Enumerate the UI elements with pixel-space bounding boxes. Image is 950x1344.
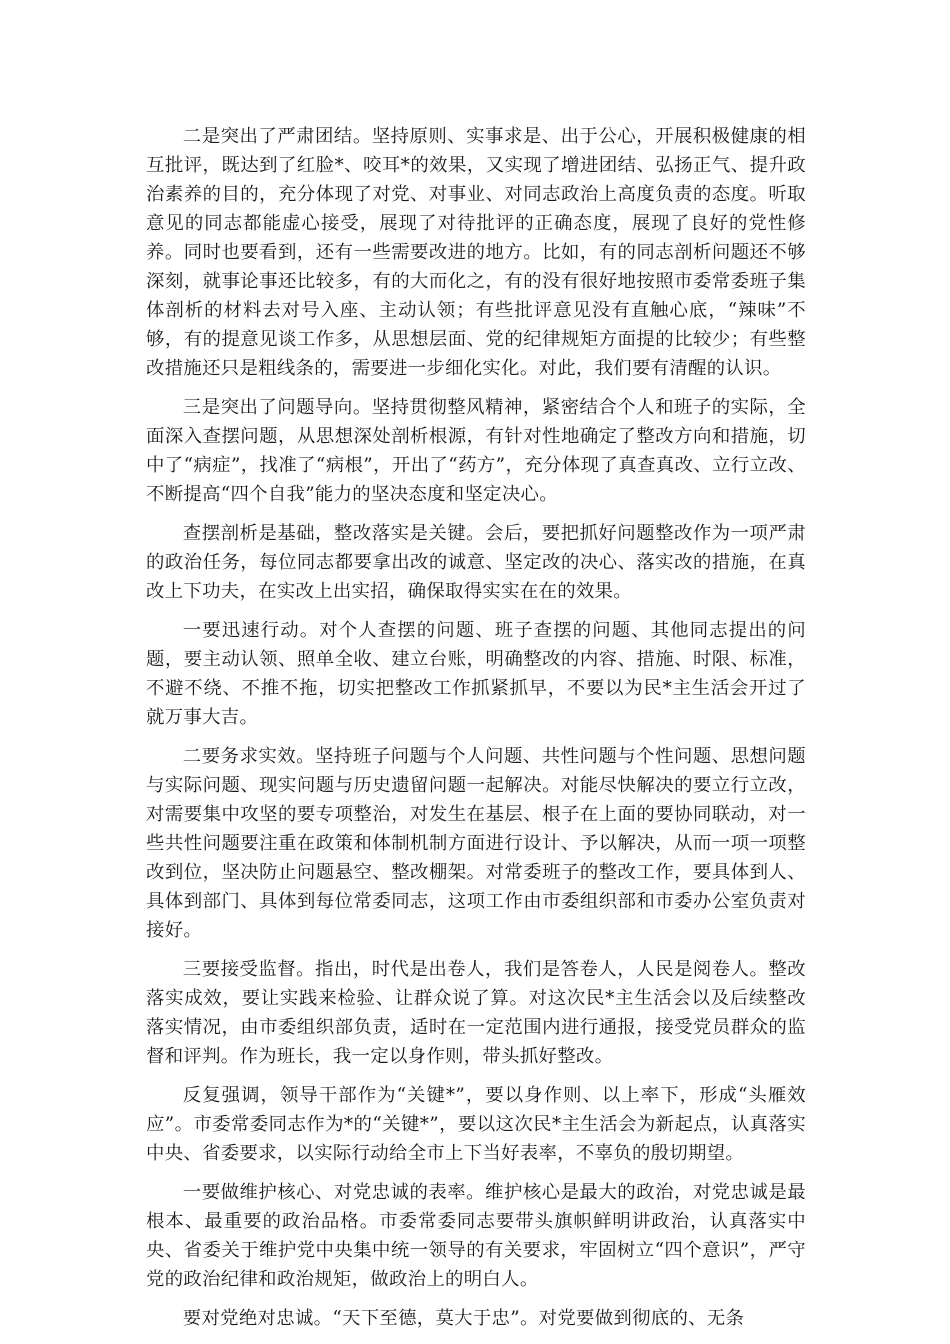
paragraph-4: 一要迅速行动。对个人查摆的问题、班子查摆的问题、其他同志提出的问题，要主动认领、照单全收、建立台账，明确整改的内容、措施、时限、标准，不避不绕、不推不拖，切实把整改工作抓紧抓早，不要以为民*主生活会开过了就万事大吉。 <box>146 620 806 728</box>
paragraph-7: 反复强调，领导干部作为“关键*”，要以身作则、以上率下，形成“头雁效应”。市委常委同志作为*的“关键*”，要以这次民*主生活会为新起点，认真落实中央、省委要求，以实际行动给全市上下当好表率，不辜负的殷切期望。 <box>146 1085 806 1164</box>
paragraph-5: 二要务求实效。坚持班子问题与个人问题、共性问题与个性问题、思想问题与实际问题、现实问题与历史遗留问题一起解决。对能尽快解决的要立行立改，对需要集中攻坚的要专项整治，对发生在基层、根子在上面的要协同联动，对一些共性问题要注重在政策和体制机制方面进行设计、予以解决，从而一项一项整改到位，坚决防止问题悬空、整改棚架。对常委班子的整改工作，要具体到人、具体到部门、具体到每位常委同志，这项工作由市委组织部和市委办公室负责对接好。 <box>146 746 806 941</box>
paragraph-9: 要对党绝对忠诚。“天下至德，莫大于忠”。对党要做到彻底的、无条 <box>182 1308 745 1329</box>
paragraph-6: 三要接受监督。指出，时代是出卷人，我们是答卷人，人民是阅卷人。整改落实成效，要让实践来检验、让群众说了算。对这次民*主生活会以及后续整改落实情况，由市委组织部负责，适时在一定范围内进行通报，接受党员群众的监督和评判。作为班长，我一定以身作则，带头抓好整改。 <box>146 959 806 1067</box>
paragraph-8: 一要做维护核心、对党忠诚的表率。维护核心是最大的政治，对党忠诚是最根本、最重要的政治品格。市委常委同志要带头旗帜鲜明讲政治，认真落实中央、省委关于维护党中央集中统一领导的有关要求，牢固树立“四个意识”，严守党的政治纪律和政治规矩，做政治上的明白人。 <box>146 1182 806 1290</box>
paragraph-3: 查摆剖析是基础，整改落实是关键。会后，要把抓好问题整改作为一项严肃的政治任务，每位同志都要拿出改的诚意、坚定改的决心、落实改的措施，在真改上下功夫，在实改上出实招，确保取得实实在在的效果。 <box>146 523 806 602</box>
document-body <box>146 122 806 1343</box>
paragraph-1: 二是突出了严肃团结。坚持原则、实事求是、出于公心，开展积极健康的相互批评，既达到了红脸*、咬耳*的效果，又实现了增进团结、弘扬正气、提升政治素养的目的，充分体现了对党、对事业、对同志政治上高度负责的态度。听取意见的同志都能虚心接受，展现了对待批评的正确态度，展现了良好的党性修养。同时也要看到，还有一些需要改进的地方。比如，有的同志剖析问题还不够深刻，就事论事还比较多，有的大而化之，有的没有很好地按照市委常委班子集体剖析的材料去对号入座、主动认领；有些批评意见没有直触心底，“辣味”不够，有的提意见谈工作多，从思想层面、党的纪律规矩方面提的比较少；有些整改措施还只是粗线条的，需要进一步细化实化。对此，我们要有清醒的认识。 <box>146 126 806 379</box>
paragraph-2: 三是突出了问题导向。坚持贯彻整风精神，紧密结合个人和班子的实际，全面深入查摆问题，从思想深处剖析根源，有针对性地确定了整改方向和措施，切中了“病症”，找准了“病根”，开出了“药方”，充分体现了真查真改、立行立改、不断提高“四个自我”能力的坚决态度和坚定决心。 <box>146 397 806 505</box>
